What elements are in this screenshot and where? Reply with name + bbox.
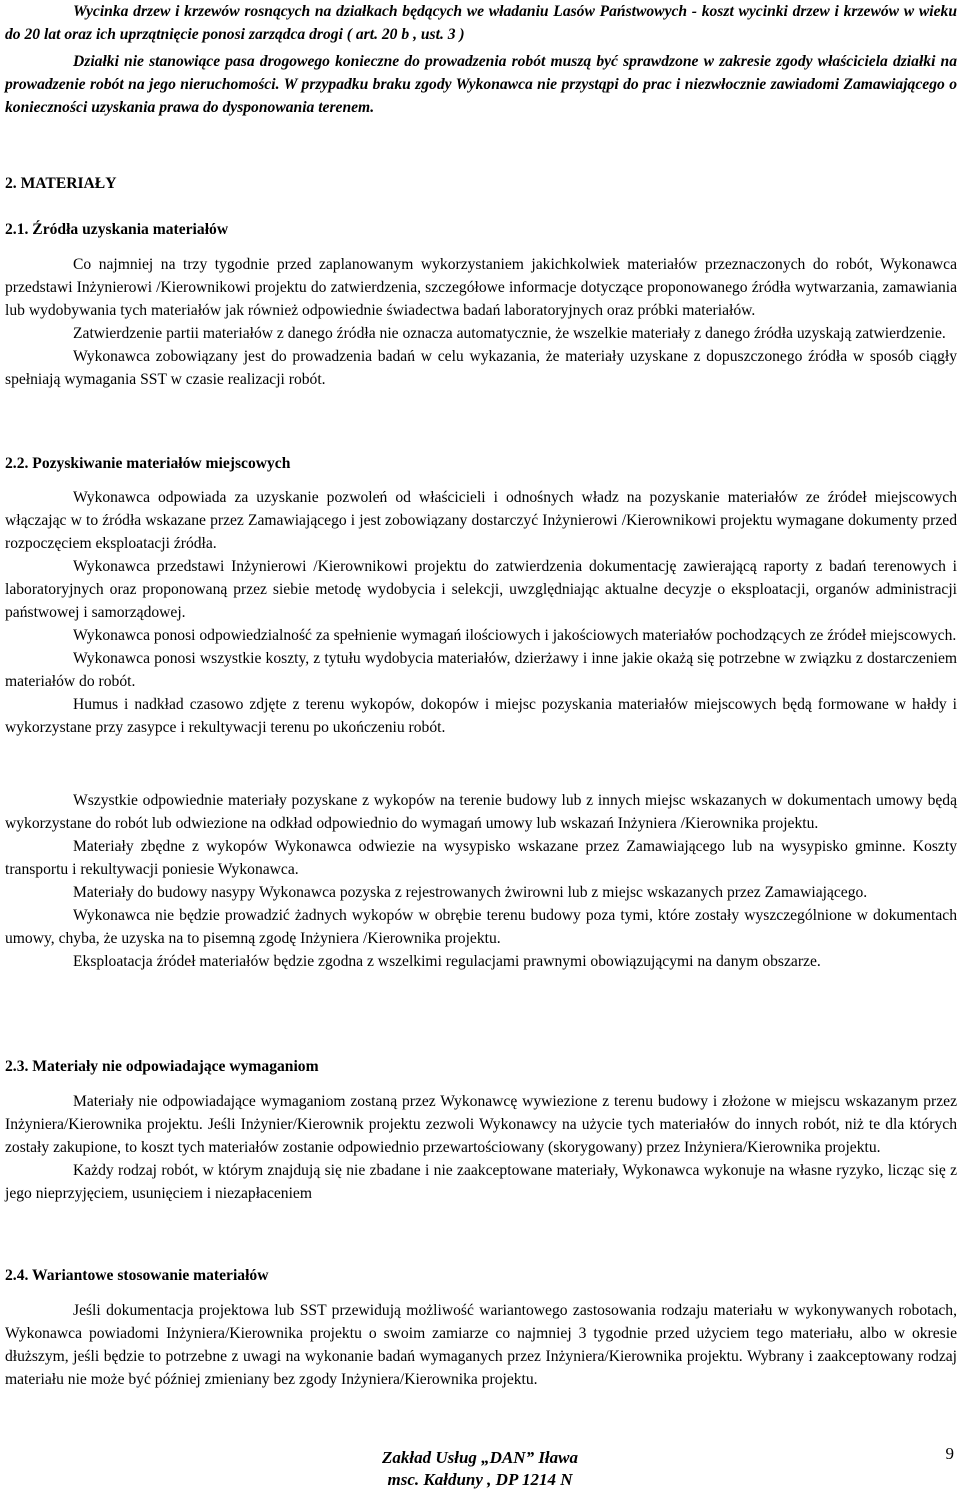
body-paragraph: Materiały nie odpowiadające wymaganiom zostaną przez Wykonawcę wywiezione z terenu budowy i złożone w miejscu wskazanym przez Inżyniera/Kierownika projektu. Jeśli Inżynier/Kierownik projektu zezwoli Wykonawcy na użycie tych materiałów do innych robót, niż te dla których zostały zakupione, to koszt tych materiałów zostanie odpowiednio przewartościowany (skorygowany) przez Inżyniera/Kierownika projektu. [5,1093,957,1156]
body-paragraph: Co najmniej na trzy tygodnie przed zaplanowanym wykorzystaniem jakichkolwiek materiałów przeznaczonych do robót, Wykonawca przedstawi Inżynierowi /Kierownikowi projektu do zatwierdzenia, szczegółowe informacje dotyczące proponowanego źródła wytwarzania, zamawiania lub wydobywania tych materiałów jak również odpowiednie świadectwa badań laboratoryjnych oraz próbki materiałów. [5,256,957,319]
body-paragraph: Humus i nadkład czasowo zdjęte z terenu wykopów, dokopów i miejsc pozyskania materiałów miejscowych będą formowane w hałdy i wykorzystane przy zasypce i rekultywacji terenu po ukończeniu robót. [5,696,957,736]
body-paragraph: Eksploatacja źródeł materiałów będzie zgodna z wszelkimi regulacjami prawnymi obowiązującymi na danym obszarze. [73,953,821,970]
page-footer [0,1443,960,1491]
body-paragraph: Wykonawca ponosi wszystkie koszty, z tytułu wydobycia materiałów, dzierżawy i inne jakie okażą się potrzebne w związku z dostarczeniem materiałów do robót. [5,650,957,690]
section-heading: 2. MATERIAŁY [5,175,117,192]
body-paragraph: Wykonawca nie będzie prowadzić żadnych wykopów w obrębie terenu budowy poza tymi, które zostały wyszczególnione w dokumentach umowy, chyba, że uzyska na to pisemną zgodę Inżyniera /Kierownika projektu. [5,907,957,947]
footer-company: Zakład Usług „DAN” Iława [382,1448,578,1467]
section-body [5,1299,957,1391]
intro-section [5,0,957,119]
page-number: 9 [945,1444,954,1463]
intro-paragraph: Wycinka drzew i krzewów rosnących na działkach będących we władaniu Lasów Państwowych - koszt wycinki drzew i krzewów w wieku do 20 lat oraz ich uprzątnięcie ponosi zarządca drogi ( art. 20 b , ust. 3 ) [5,3,957,43]
section-body [5,1090,957,1205]
footer-address: msc. Kałduny , DP 1214 N [387,1470,573,1489]
body-paragraph: Wykonawca odpowiada za uzyskanie pozwoleń od właścicieli i odnośnych władz na pozyskanie materiałów ze źródeł miejscowych włączając w to źródła wskazane przez Zamawiającego i jest zobowiązany dostarczyć Inżynierowi /Kierownikowi projektu wymagane dokumenty przed rozpoczęciem eksploatacji źródła. [5,489,957,552]
body-paragraph: Każdy rodzaj robót, w którym znajdują się nie zbadane i nie zaakceptowane materiały, Wykonawca wykonuje na własne ryzyko, licząc się z jego nieprzyjęciem, usunięciem i niezapłaceniem [5,1162,957,1202]
body-paragraph: Jeśli dokumentacja projektowa lub SST przewidują możliwość wariantowego zastosowania rodzaju materiału w wykonywanych robotach, Wykonawca powiadomi Inżyniera/Kierownika projektu o swoim zamiarze co najmniej 3 tygodnie przed użyciem tego materiału, albo w okresie dłuższym, jeśli będzie to potrzebne z uwagi na wykonanie badań wymaganych przez Inżyniera/Kierownika projektu. Wybrany i zaakceptowany rodzaj materiału nie może być później zmieniany bez zgody Inżyniera/Kierownika projektu. [5,1302,957,1388]
body-paragraph: Materiały zbędne z wykopów Wykonawca odwiezie na wysypisko wskazane przez Zamawiającego lub na wysypisko gminne. Koszty transportu i rekultywacji poniesie Wykonawca. [5,838,957,878]
section-body [5,253,957,391]
body-paragraph: Wykonawca ponosi odpowiedzialność za spełnienie wymagań ilościowych i jakościowych materiałów pochodzących ze źródeł miejscowych. [73,627,957,644]
intro-paragraph: Działki nie stanowiące pasa drogowego konieczne do prowadzenia robót muszą być sprawdzone w zakresie zgody właściciela działki na prowadzenie robót na jego nieruchomości. W przypadku braku zgody Wykonawca nie przystąpi do prac i niezwłocznie zawiadomi Zamawiającego o konieczności uzyskania prawa do dysponowania terenem. [5,53,957,116]
section-heading: 2.4. Wariantowe stosowanie materiałów [5,1267,269,1284]
body-paragraph: Zatwierdzenie partii materiałów z danego źródła nie oznacza automatycznie, że wszelkie materiały z danego źródła uzyskają zatwierdzenie. [73,325,946,342]
section-heading: 2.1. Źródła uzyskania materiałów [5,221,229,238]
section-body [5,486,957,739]
body-paragraph: Materiały do budowy nasypy Wykonawca pozyska z rejestrowanych żwirowni lub z miejsc wskazanych przez Zamawiającego. [73,884,868,901]
body-paragraph: Wszystkie odpowiednie materiały pozyskane z wykopów na terenie budowy lub z innych miejsc wskazanych w dokumentach umowy będą wykorzystane do robót lub odwiezione na odkład odpowiednio do wymagań umowy lub wskazań Inżyniera /Kierownika projektu. [5,792,957,832]
section-body [5,789,957,973]
section-heading: 2.2. Pozyskiwanie materiałów miejscowych [5,455,291,472]
body-paragraph: Wykonawca zobowiązany jest do prowadzenia badań w celu wykazania, że materiały uzyskane z dopuszczonego źródła w sposób ciągły spełniają wymagania SST w czasie realizacji robót. [5,348,957,388]
section-heading: 2.3. Materiały nie odpowiadające wymaganiom [5,1058,319,1075]
body-paragraph: Wykonawca przedstawi Inżynierowi /Kierownikowi projektu do zatwierdzenia dokumentację zawierającą raporty z badań terenowych i laboratoryjnych oraz proponowaną przez siebie metodę wydobycia i selekcji, uwzględniając aktualne decyzje o eksploatacji, organów administracji państwowej i samorządowej. [5,558,957,621]
